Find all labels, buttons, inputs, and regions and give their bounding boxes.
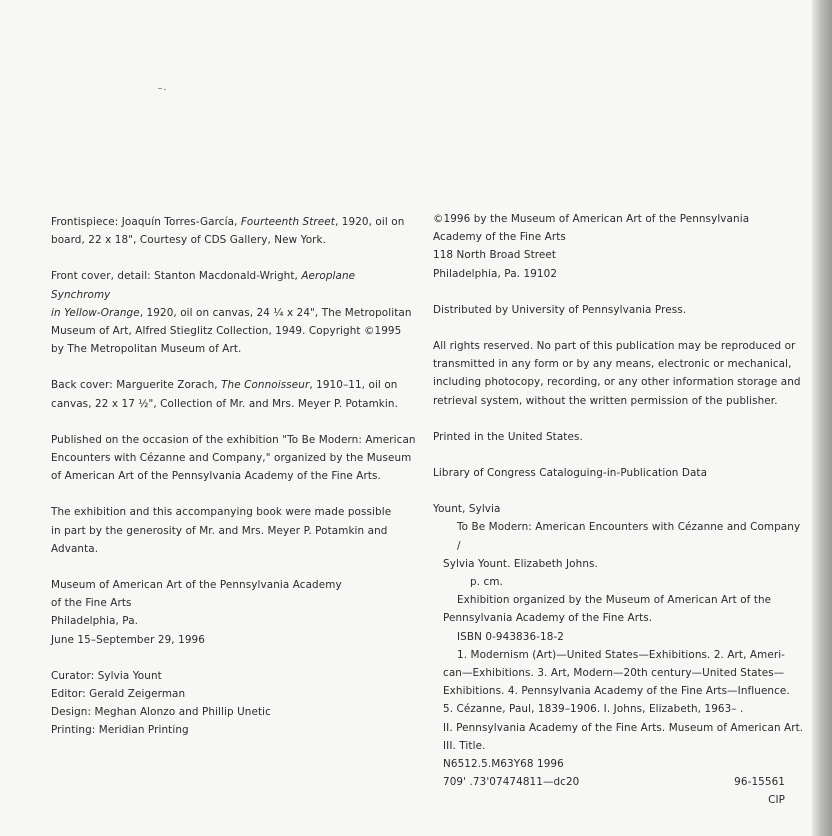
text: Philadelphia, Pa. 19102 [433,267,558,280]
artwork-title: Aeroplane Synchromy [51,270,356,301]
text: transmitted in any form or by any means, electronic or mechanical, [433,358,792,371]
cip-heading: Library of Congress Cataloguing-in-Publication Data [433,467,708,480]
right-column [433,210,805,810]
cip-subject: 5. Cézanne, Paul, 1839–1906. I. Johns, Elizabeth, 1963– . [443,703,744,716]
frontispiece-credit [51,213,416,249]
text: retrieval system, without the written permission of the publisher. [433,394,778,407]
copyright-block [433,210,805,283]
rights-reserved [433,337,805,410]
front-cover-credit [51,267,416,358]
text: , 1920, oil on [334,216,405,228]
cip-lc-class: N6512.5.M63Y68 1996 [443,758,564,771]
exhibition-support [51,503,416,558]
cip-dewey: 709' .73'07474811—dc20 [443,776,580,789]
cip-record [433,500,805,809]
cip-title: To Be Modern: American Encounters with Cézanne and Company / [457,521,801,552]
cip-mark: CIP [768,794,785,807]
text: canvas, 22 x 17 ½", Collection of Mr. and Mrs. Meyer P. Potamkin. [51,397,399,410]
text: Back cover: Marguerite Zorach, [51,379,222,392]
text: in part by the generosity of Mr. and Mrs. Meyer P. Potamkin and [51,524,388,537]
cip-subject: can—Exhibitions. 3. Art, Modern—20th century—United States— [443,667,785,680]
artwork-title: Fourteenth Street [240,216,335,228]
cip-subject: Exhibitions. 4. Pennsylvania Academy of the Fine Arts—Influence. [443,685,790,698]
printer: Printing: Meridian Printing [51,724,189,737]
page-speck [164,89,166,90]
text: ©1996 by the Museum of American Art of the Pennsylvania [433,213,750,225]
cip-subject: II. Pennsylvania Academy of the Fine Arts. Museum of American Art. [443,721,804,734]
curator: Curator: Sylvia Yount [51,669,162,682]
venue-block [51,576,416,649]
cip-author: Yount, Sylvia [433,503,501,516]
left-column [51,213,416,740]
text: The exhibition and this accompanying book were made possible [51,506,392,519]
text: Published on the occasion of the exhibition "To Be Modern: American [51,433,416,446]
page-edge-shadow [812,0,832,836]
text: Philadelphia, Pa. [51,615,139,628]
text: Front cover, detail: Stanton Macdonald-Wright, [51,270,302,283]
text: , 1920, oil on canvas, 24 ¼ x 24", The Metropolitan [139,306,412,319]
text: of the Fine Arts [51,597,132,610]
text: board, 22 x 18", Courtesy of CDS Gallery, New York. [51,234,327,247]
text: All rights reserved. No part of this publication may be reproduced or [433,340,796,353]
text: Advanta. [51,542,99,555]
text: Academy of the Fine Arts [433,231,566,244]
artwork-title: in Yellow-Orange [51,306,140,319]
text: Encounters with Cézanne and Company," organized by the Museum [51,452,412,465]
editor: Editor: Gerald Zeigerman [51,688,186,701]
cip-lccn: 96-15561 [734,776,785,789]
text: Frontispiece: Joaquín Torres-García, [51,216,241,228]
text: June 15–September 29, 1996 [51,633,205,646]
cip-class-row [433,773,805,791]
cip-isbn: ISBN 0-943836-18-2 [457,630,565,643]
cip-subject: 1. Modernism (Art)—United States—Exhibitions. 2. Art, Ameri- [457,648,786,661]
text: of American Art of the Pennsylvania Academy of the Fine Arts. [51,470,381,483]
text: 118 North Broad Street [433,249,557,262]
back-cover-credit [51,376,416,412]
designers: Design: Meghan Alonzo and Phillip Unetic [51,706,271,719]
cip-note: Exhibition organized by the Museum of American Art of the [457,594,772,607]
page-speck [158,88,162,89]
text: including photocopy, recording, or any other information storage and [433,376,801,389]
text: Museum of American Art of the Pennsylvania Academy [51,579,342,592]
text: by The Metropolitan Museum of Art. [51,343,242,356]
cip-pages: p. cm. [470,576,503,589]
cip-note: Pennsylvania Academy of the Fine Arts. [443,612,653,625]
artwork-title: The Connoisseur [221,379,310,392]
text: , 1910–11, oil on [309,379,398,392]
text: Museum of Art, Alfred Stieglitz Collection, 1949. Copyright ©1995 [51,325,402,338]
published-statement [51,431,416,486]
cip-title: Sylvia Yount. Elizabeth Johns. [443,557,598,570]
staff-credits [51,667,416,740]
distributor-note: Distributed by University of Pennsylvania Press. [433,303,687,316]
cip-subject: III. Title. [443,739,486,752]
printed-in: Printed in the United States. [433,430,583,443]
